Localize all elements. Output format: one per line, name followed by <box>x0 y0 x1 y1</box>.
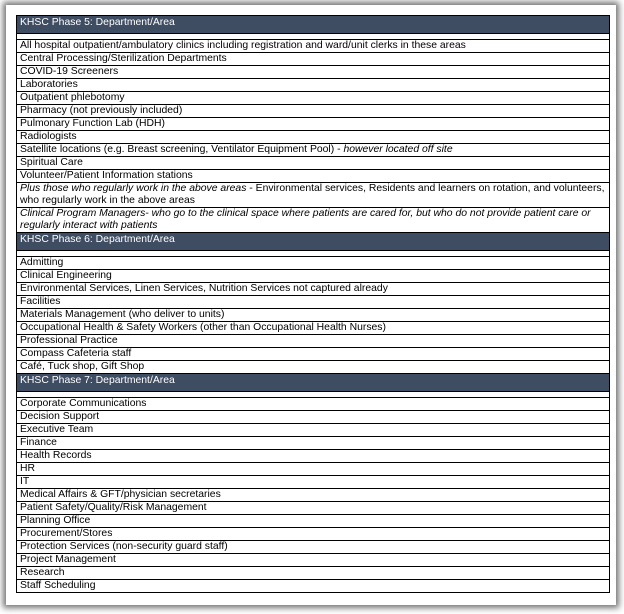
cell-text: Protection Services (non-security guard staff) <box>20 541 228 552</box>
cell-text: Research <box>20 567 65 578</box>
cell-text: Planning Office <box>20 515 91 526</box>
table-cell <box>17 437 610 450</box>
table-cell <box>17 398 610 411</box>
table-row <box>17 450 610 463</box>
table-cell <box>17 309 610 322</box>
table-cell <box>17 580 610 593</box>
cell-text: COVID-19 Screeners <box>20 66 119 77</box>
table-cell <box>17 361 610 374</box>
table-cell <box>17 208 610 233</box>
phase7-header: KHSC Phase 7: Department/Area <box>20 375 175 386</box>
cell-text: Clinical Engineering <box>20 270 112 281</box>
cell-text: Facilities <box>20 296 61 307</box>
phase5-header: KHSC Phase 5: Department/Area <box>20 17 175 28</box>
table-row <box>17 131 610 144</box>
table-cell <box>17 335 610 348</box>
table-cell <box>17 450 610 463</box>
table-row <box>17 348 610 361</box>
table-row <box>17 335 610 348</box>
table-row <box>17 463 610 476</box>
table-row <box>17 502 610 515</box>
table-cell <box>17 541 610 554</box>
table-cell <box>17 53 610 66</box>
table-cell <box>17 424 610 437</box>
table-cell <box>17 157 610 170</box>
table-cell <box>17 296 610 309</box>
phase6-header: KHSC Phase 6: Department/Area <box>20 234 175 245</box>
table-cell <box>17 489 610 502</box>
table-cell <box>17 40 610 53</box>
table-row <box>17 283 610 296</box>
cell-text: HR <box>20 463 36 474</box>
table-cell <box>17 476 610 489</box>
cell-text: Corporate Communications <box>20 398 147 409</box>
cell-text: Admitting <box>20 257 64 268</box>
table-cell <box>17 463 610 476</box>
table-cell <box>17 257 610 270</box>
cell-text: Medical Affairs & GFT/physician secretaries <box>20 489 221 500</box>
table-row <box>17 554 610 567</box>
table-row <box>17 424 610 437</box>
table-row <box>17 309 610 322</box>
table-row <box>17 361 610 374</box>
cell-text: Professional Practice <box>20 335 118 346</box>
table-row <box>17 411 610 424</box>
table-row <box>17 296 610 309</box>
plus-italic: Plus those who regularly work in the above areas <box>20 183 247 194</box>
phase6-header-row <box>17 233 610 251</box>
table-cell <box>17 92 610 105</box>
table-row <box>17 183 610 208</box>
cell-text: Staff Scheduling <box>20 580 96 591</box>
cell-text: Spiritual Care <box>20 157 83 168</box>
table-row <box>17 580 610 593</box>
table-row <box>17 541 610 554</box>
table-row <box>17 567 610 580</box>
table-cell <box>17 411 610 424</box>
table-row <box>17 53 610 66</box>
cell-text: Materials Management (who deliver to units) <box>20 309 225 320</box>
table-row <box>17 489 610 502</box>
table-cell <box>17 374 610 392</box>
cell-text: Volunteer/Patient Information stations <box>20 170 193 181</box>
cell-text: Café, Tuck shop, Gift Shop <box>20 361 145 372</box>
cell-text: Central Processing/Sterilization Departments <box>20 53 227 64</box>
cell-text: Project Management <box>20 554 116 565</box>
cell-text: IT <box>20 476 30 487</box>
table-cell <box>17 528 610 541</box>
department-table <box>16 15 610 593</box>
table-cell <box>17 233 610 251</box>
table-row <box>17 170 610 183</box>
cell-text: Decision Support <box>20 411 100 422</box>
table-cell <box>17 131 610 144</box>
table-row <box>17 66 610 79</box>
cell-text: Outpatient phlebotomy <box>20 92 125 103</box>
table-row <box>17 437 610 450</box>
cell-text: Procurement/Stores <box>20 528 113 539</box>
cell-text: - Environmental services, Residents and learners on rotation, and volunteers, who regularly work in the above areas <box>20 183 605 206</box>
table-cell <box>17 567 610 580</box>
table-cell <box>17 283 610 296</box>
table-row <box>17 40 610 53</box>
phase7-header-row <box>17 374 610 392</box>
cell-text: Health Records <box>20 450 92 461</box>
cell-text: Satellite locations (e.g. Breast screening, Ventilator Equipment Pool) - <box>20 144 344 155</box>
satellite-note: however located off site <box>343 144 453 155</box>
table-cell <box>17 79 610 92</box>
cell-text: Executive Team <box>20 424 94 435</box>
cell-text: Patient Safety/Quality/Risk Management <box>20 502 207 513</box>
table-row <box>17 476 610 489</box>
table-cell <box>17 144 610 157</box>
cell-text: Pharmacy (not previously included) <box>20 105 183 116</box>
table-cell <box>17 66 610 79</box>
table-cell <box>17 515 610 528</box>
cell-text: Occupational Health & Safety Workers (other than Occupational Health Nurses) <box>20 322 386 333</box>
table-row <box>17 515 610 528</box>
table-row <box>17 322 610 335</box>
table-cell <box>17 16 610 34</box>
table-cell <box>17 554 610 567</box>
cell-text: Radiologists <box>20 131 77 142</box>
table-cell <box>17 118 610 131</box>
table-cell <box>17 170 610 183</box>
table-row <box>17 92 610 105</box>
table-row <box>17 270 610 283</box>
cell-text: Pulmonary Function Lab (HDH) <box>20 118 165 129</box>
table-row <box>17 79 610 92</box>
table-row <box>17 144 610 157</box>
table-cell <box>17 348 610 361</box>
phase5-header-row <box>17 16 610 34</box>
table-row <box>17 118 610 131</box>
cell-text: Environmental Services, Linen Services, Nutrition Services not captured already <box>20 283 388 294</box>
document-frame <box>6 5 616 605</box>
cell-text: Finance <box>20 437 57 448</box>
table-cell <box>17 322 610 335</box>
cell-text: Compass Cafeteria staff <box>20 348 132 359</box>
table-cell <box>17 270 610 283</box>
table-row <box>17 528 610 541</box>
table-row <box>17 257 610 270</box>
table-cell <box>17 105 610 118</box>
table-row <box>17 398 610 411</box>
table-row <box>17 105 610 118</box>
table-cell <box>17 502 610 515</box>
cell-text: All hospital outpatient/ambulatory clinics including registration and ward/unit clerks in these areas <box>20 40 466 51</box>
clinical-managers: Clinical Program Managers- who go to the clinical space where patients are cared for, but who do not provide patient care or regularly interact with patients <box>20 208 591 231</box>
table-cell <box>17 183 610 208</box>
table-row <box>17 157 610 170</box>
table-row <box>17 208 610 233</box>
cell-text: Laboratories <box>20 79 78 90</box>
